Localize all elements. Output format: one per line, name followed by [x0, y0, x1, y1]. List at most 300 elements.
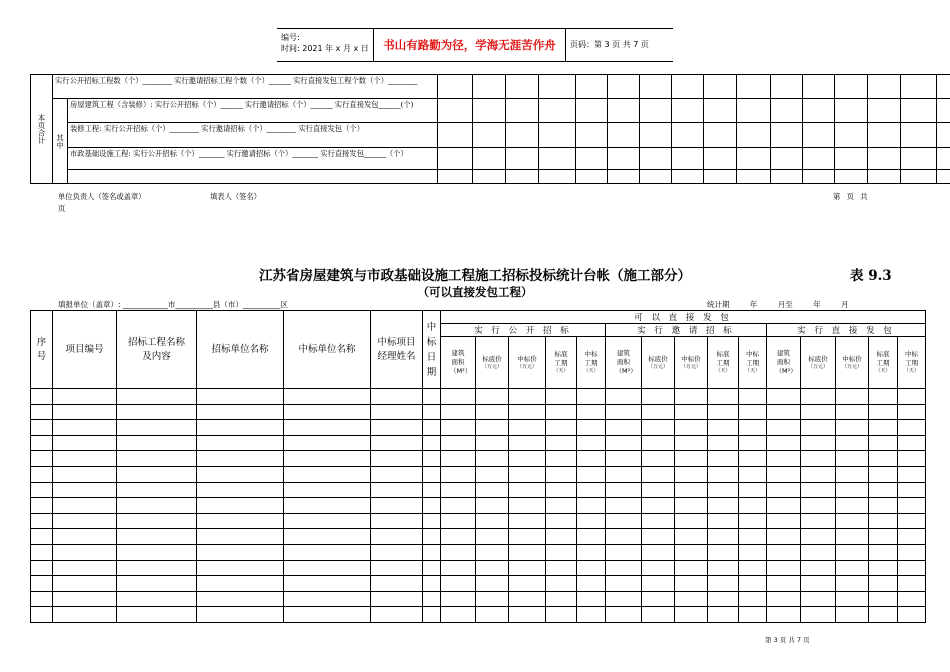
table-cell[interactable]	[284, 389, 371, 405]
table-cell[interactable]	[284, 529, 371, 545]
table-cell[interactable]	[767, 498, 801, 514]
table-cell[interactable]	[117, 544, 197, 560]
table-cell[interactable]	[371, 576, 423, 592]
table-cell[interactable]	[284, 544, 371, 560]
table-cell[interactable]	[117, 451, 197, 467]
table-cell[interactable]	[606, 482, 642, 498]
table-cell[interactable]	[53, 404, 117, 420]
table-cell[interactable]	[577, 529, 606, 545]
table-cell[interactable]	[509, 591, 546, 607]
table-cell[interactable]	[509, 389, 546, 405]
table-cell[interactable]	[509, 544, 546, 560]
table-cell[interactable]	[767, 466, 801, 482]
table-cell[interactable]	[31, 513, 53, 529]
table-cell[interactable]	[423, 466, 441, 482]
table-cell[interactable]	[739, 513, 767, 529]
table-cell[interactable]	[53, 513, 117, 529]
table-cell[interactable]	[476, 404, 509, 420]
table-cell[interactable]	[31, 404, 53, 420]
table-cell[interactable]	[836, 435, 869, 451]
table-cell[interactable]	[869, 576, 898, 592]
table-cell[interactable]	[476, 498, 509, 514]
table-cell[interactable]	[476, 435, 509, 451]
table-cell[interactable]	[423, 420, 441, 436]
table-cell[interactable]	[836, 576, 869, 592]
table-cell[interactable]	[441, 544, 476, 560]
table-cell[interactable]	[371, 529, 423, 545]
table-cell[interactable]	[476, 451, 509, 467]
table-cell[interactable]	[577, 607, 606, 623]
table-cell[interactable]	[836, 466, 869, 482]
table-cell[interactable]	[371, 435, 423, 451]
table-cell[interactable]	[441, 389, 476, 405]
table-cell[interactable]	[284, 498, 371, 514]
table-cell[interactable]	[441, 451, 476, 467]
table-cell[interactable]	[739, 591, 767, 607]
table-cell[interactable]	[675, 529, 708, 545]
table-cell[interactable]	[739, 404, 767, 420]
table-cell[interactable]	[606, 576, 642, 592]
table-cell[interactable]	[197, 529, 284, 545]
table-cell[interactable]	[836, 482, 869, 498]
table-cell[interactable]	[476, 420, 509, 436]
table-cell[interactable]	[767, 560, 801, 576]
table-cell[interactable]	[767, 435, 801, 451]
table-cell[interactable]	[801, 482, 836, 498]
table-cell[interactable]	[642, 576, 675, 592]
table-cell[interactable]	[708, 498, 739, 514]
table-cell[interactable]	[675, 576, 708, 592]
table-cell[interactable]	[476, 576, 509, 592]
table-cell[interactable]	[675, 591, 708, 607]
table-cell[interactable]	[197, 498, 284, 514]
table-cell[interactable]	[801, 529, 836, 545]
table-cell[interactable]	[708, 482, 739, 498]
table-cell[interactable]	[284, 576, 371, 592]
table-cell[interactable]	[801, 435, 836, 451]
table-cell[interactable]	[898, 544, 926, 560]
table-cell[interactable]	[739, 560, 767, 576]
table-cell[interactable]	[284, 607, 371, 623]
table-cell[interactable]	[675, 513, 708, 529]
table-cell[interactable]	[642, 591, 675, 607]
table-cell[interactable]	[642, 451, 675, 467]
table-cell[interactable]	[577, 513, 606, 529]
table-cell[interactable]	[767, 451, 801, 467]
table-cell[interactable]	[423, 560, 441, 576]
table-cell[interactable]	[31, 591, 53, 607]
table-cell[interactable]	[546, 591, 577, 607]
table-cell[interactable]	[546, 544, 577, 560]
table-cell[interactable]	[546, 560, 577, 576]
table-cell[interactable]	[767, 389, 801, 405]
table-cell[interactable]	[836, 420, 869, 436]
table-cell[interactable]	[476, 544, 509, 560]
table-cell[interactable]	[898, 404, 926, 420]
table-cell[interactable]	[31, 607, 53, 623]
table-cell[interactable]	[642, 544, 675, 560]
table-cell[interactable]	[708, 576, 739, 592]
table-cell[interactable]	[31, 544, 53, 560]
table-cell[interactable]	[476, 389, 509, 405]
table-cell[interactable]	[606, 607, 642, 623]
table-cell[interactable]	[898, 513, 926, 529]
table-cell[interactable]	[509, 560, 546, 576]
table-cell[interactable]	[197, 435, 284, 451]
table-cell[interactable]	[739, 482, 767, 498]
table-cell[interactable]	[577, 404, 606, 420]
table-cell[interactable]	[606, 560, 642, 576]
table-cell[interactable]	[476, 607, 509, 623]
table-cell[interactable]	[898, 560, 926, 576]
table-cell[interactable]	[284, 591, 371, 607]
table-cell[interactable]	[441, 513, 476, 529]
table-cell[interactable]	[739, 466, 767, 482]
table-cell[interactable]	[898, 498, 926, 514]
table-cell[interactable]	[898, 466, 926, 482]
table-cell[interactable]	[546, 576, 577, 592]
table-cell[interactable]	[801, 498, 836, 514]
table-cell[interactable]	[31, 576, 53, 592]
table-cell[interactable]	[197, 482, 284, 498]
table-cell[interactable]	[898, 529, 926, 545]
table-cell[interactable]	[577, 435, 606, 451]
table-cell[interactable]	[642, 466, 675, 482]
table-cell[interactable]	[739, 420, 767, 436]
table-cell[interactable]	[801, 576, 836, 592]
table-cell[interactable]	[836, 451, 869, 467]
table-cell[interactable]	[423, 607, 441, 623]
table-cell[interactable]	[546, 529, 577, 545]
table-cell[interactable]	[476, 482, 509, 498]
table-cell[interactable]	[53, 389, 117, 405]
table-cell[interactable]	[739, 529, 767, 545]
table-cell[interactable]	[801, 513, 836, 529]
table-cell[interactable]	[441, 607, 476, 623]
table-cell[interactable]	[31, 482, 53, 498]
table-cell[interactable]	[675, 607, 708, 623]
table-cell[interactable]	[31, 451, 53, 467]
table-cell[interactable]	[767, 576, 801, 592]
table-cell[interactable]	[869, 591, 898, 607]
table-cell[interactable]	[898, 576, 926, 592]
table-cell[interactable]	[197, 451, 284, 467]
table-cell[interactable]	[441, 466, 476, 482]
table-cell[interactable]	[509, 466, 546, 482]
table-cell[interactable]	[836, 591, 869, 607]
table-cell[interactable]	[675, 389, 708, 405]
table-cell[interactable]	[836, 498, 869, 514]
table-cell[interactable]	[606, 513, 642, 529]
table-cell[interactable]	[284, 420, 371, 436]
table-cell[interactable]	[606, 420, 642, 436]
table-cell[interactable]	[441, 404, 476, 420]
table-cell[interactable]	[801, 466, 836, 482]
table-cell[interactable]	[836, 389, 869, 405]
table-cell[interactable]	[423, 451, 441, 467]
table-cell[interactable]	[708, 389, 739, 405]
table-cell[interactable]	[53, 576, 117, 592]
table-cell[interactable]	[869, 607, 898, 623]
table-cell[interactable]	[117, 498, 197, 514]
table-cell[interactable]	[53, 420, 117, 436]
table-cell[interactable]	[509, 420, 546, 436]
table-cell[interactable]	[642, 420, 675, 436]
table-cell[interactable]	[869, 529, 898, 545]
table-cell[interactable]	[675, 482, 708, 498]
table-cell[interactable]	[546, 482, 577, 498]
table-cell[interactable]	[371, 544, 423, 560]
table-cell[interactable]	[767, 420, 801, 436]
table-cell[interactable]	[675, 498, 708, 514]
table-cell[interactable]	[423, 389, 441, 405]
table-cell[interactable]	[423, 482, 441, 498]
table-cell[interactable]	[708, 560, 739, 576]
table-cell[interactable]	[546, 498, 577, 514]
table-cell[interactable]	[767, 529, 801, 545]
table-cell[interactable]	[509, 451, 546, 467]
table-cell[interactable]	[441, 529, 476, 545]
table-cell[interactable]	[739, 576, 767, 592]
table-cell[interactable]	[606, 451, 642, 467]
table-cell[interactable]	[739, 544, 767, 560]
table-cell[interactable]	[509, 435, 546, 451]
table-cell[interactable]	[767, 404, 801, 420]
table-cell[interactable]	[546, 435, 577, 451]
table-cell[interactable]	[869, 513, 898, 529]
table-cell[interactable]	[708, 420, 739, 436]
table-cell[interactable]	[708, 513, 739, 529]
table-cell[interactable]	[53, 591, 117, 607]
table-cell[interactable]	[423, 513, 441, 529]
table-cell[interactable]	[577, 389, 606, 405]
table-cell[interactable]	[708, 607, 739, 623]
table-cell[interactable]	[509, 498, 546, 514]
table-cell[interactable]	[708, 466, 739, 482]
table-cell[interactable]	[898, 389, 926, 405]
table-cell[interactable]	[441, 482, 476, 498]
table-cell[interactable]	[284, 435, 371, 451]
table-cell[interactable]	[675, 560, 708, 576]
table-cell[interactable]	[801, 591, 836, 607]
table-cell[interactable]	[117, 560, 197, 576]
table-cell[interactable]	[546, 466, 577, 482]
table-cell[interactable]	[284, 404, 371, 420]
table-cell[interactable]	[117, 482, 197, 498]
table-cell[interactable]	[642, 404, 675, 420]
table-cell[interactable]	[801, 451, 836, 467]
table-cell[interactable]	[708, 404, 739, 420]
table-cell[interactable]	[577, 560, 606, 576]
table-cell[interactable]	[836, 560, 869, 576]
table-cell[interactable]	[53, 560, 117, 576]
table-cell[interactable]	[642, 498, 675, 514]
table-cell[interactable]	[577, 498, 606, 514]
table-cell[interactable]	[708, 591, 739, 607]
table-cell[interactable]	[546, 404, 577, 420]
table-cell[interactable]	[197, 389, 284, 405]
table-cell[interactable]	[117, 466, 197, 482]
table-cell[interactable]	[546, 513, 577, 529]
table-cell[interactable]	[31, 466, 53, 482]
table-cell[interactable]	[546, 389, 577, 405]
table-cell[interactable]	[441, 435, 476, 451]
table-cell[interactable]	[739, 389, 767, 405]
table-cell[interactable]	[53, 435, 117, 451]
table-cell[interactable]	[284, 466, 371, 482]
table-cell[interactable]	[117, 529, 197, 545]
table-cell[interactable]	[476, 591, 509, 607]
table-cell[interactable]	[197, 513, 284, 529]
table-cell[interactable]	[31, 389, 53, 405]
table-cell[interactable]	[869, 389, 898, 405]
table-cell[interactable]	[801, 420, 836, 436]
table-cell[interactable]	[642, 607, 675, 623]
table-cell[interactable]	[441, 560, 476, 576]
table-cell[interactable]	[117, 420, 197, 436]
table-cell[interactable]	[739, 435, 767, 451]
table-cell[interactable]	[31, 560, 53, 576]
table-cell[interactable]	[869, 544, 898, 560]
table-cell[interactable]	[708, 451, 739, 467]
table-cell[interactable]	[606, 466, 642, 482]
table-cell[interactable]	[869, 498, 898, 514]
table-cell[interactable]	[423, 576, 441, 592]
table-cell[interactable]	[117, 607, 197, 623]
table-cell[interactable]	[117, 513, 197, 529]
table-cell[interactable]	[371, 591, 423, 607]
table-cell[interactable]	[476, 529, 509, 545]
table-cell[interactable]	[767, 482, 801, 498]
table-cell[interactable]	[197, 607, 284, 623]
table-cell[interactable]	[117, 435, 197, 451]
table-cell[interactable]	[869, 420, 898, 436]
table-cell[interactable]	[869, 482, 898, 498]
table-cell[interactable]	[577, 591, 606, 607]
table-cell[interactable]	[898, 420, 926, 436]
table-cell[interactable]	[836, 404, 869, 420]
table-cell[interactable]	[284, 451, 371, 467]
table-cell[interactable]	[577, 451, 606, 467]
table-cell[interactable]	[898, 435, 926, 451]
table-cell[interactable]	[284, 482, 371, 498]
table-cell[interactable]	[898, 451, 926, 467]
table-cell[interactable]	[767, 544, 801, 560]
table-cell[interactable]	[31, 498, 53, 514]
table-cell[interactable]	[767, 607, 801, 623]
table-cell[interactable]	[197, 591, 284, 607]
table-cell[interactable]	[197, 560, 284, 576]
table-cell[interactable]	[898, 591, 926, 607]
table-cell[interactable]	[53, 529, 117, 545]
table-cell[interactable]	[836, 607, 869, 623]
table-cell[interactable]	[675, 420, 708, 436]
table-cell[interactable]	[509, 513, 546, 529]
table-cell[interactable]	[869, 435, 898, 451]
table-cell[interactable]	[675, 435, 708, 451]
table-cell[interactable]	[836, 513, 869, 529]
table-cell[interactable]	[606, 435, 642, 451]
table-cell[interactable]	[606, 389, 642, 405]
table-cell[interactable]	[898, 607, 926, 623]
table-cell[interactable]	[801, 607, 836, 623]
table-cell[interactable]	[371, 498, 423, 514]
table-cell[interactable]	[441, 498, 476, 514]
table-cell[interactable]	[423, 498, 441, 514]
table-cell[interactable]	[577, 482, 606, 498]
table-cell[interactable]	[53, 544, 117, 560]
table-cell[interactable]	[53, 482, 117, 498]
table-cell[interactable]	[31, 435, 53, 451]
table-cell[interactable]	[117, 591, 197, 607]
table-cell[interactable]	[509, 404, 546, 420]
table-cell[interactable]	[801, 404, 836, 420]
table-cell[interactable]	[476, 466, 509, 482]
table-cell[interactable]	[423, 529, 441, 545]
table-cell[interactable]	[642, 529, 675, 545]
table-cell[interactable]	[606, 498, 642, 514]
table-cell[interactable]	[708, 435, 739, 451]
table-cell[interactable]	[197, 576, 284, 592]
table-cell[interactable]	[197, 544, 284, 560]
table-cell[interactable]	[197, 466, 284, 482]
table-cell[interactable]	[371, 513, 423, 529]
table-cell[interactable]	[31, 529, 53, 545]
table-cell[interactable]	[284, 560, 371, 576]
table-cell[interactable]	[117, 576, 197, 592]
table-cell[interactable]	[371, 607, 423, 623]
table-cell[interactable]	[441, 420, 476, 436]
table-cell[interactable]	[53, 451, 117, 467]
table-cell[interactable]	[606, 591, 642, 607]
table-cell[interactable]	[767, 513, 801, 529]
table-cell[interactable]	[441, 591, 476, 607]
table-cell[interactable]	[423, 404, 441, 420]
table-cell[interactable]	[642, 435, 675, 451]
table-cell[interactable]	[869, 451, 898, 467]
table-cell[interactable]	[476, 560, 509, 576]
table-cell[interactable]	[509, 529, 546, 545]
table-cell[interactable]	[642, 482, 675, 498]
table-cell[interactable]	[371, 466, 423, 482]
table-cell[interactable]	[423, 544, 441, 560]
table-cell[interactable]	[371, 420, 423, 436]
table-cell[interactable]	[767, 591, 801, 607]
table-cell[interactable]	[675, 451, 708, 467]
table-cell[interactable]	[708, 544, 739, 560]
table-cell[interactable]	[801, 389, 836, 405]
table-cell[interactable]	[577, 544, 606, 560]
table-cell[interactable]	[642, 560, 675, 576]
table-cell[interactable]	[117, 389, 197, 405]
table-cell[interactable]	[675, 404, 708, 420]
table-cell[interactable]	[606, 529, 642, 545]
table-cell[interactable]	[117, 404, 197, 420]
table-cell[interactable]	[509, 607, 546, 623]
table-cell[interactable]	[371, 451, 423, 467]
table-cell[interactable]	[675, 466, 708, 482]
table-cell[interactable]	[898, 482, 926, 498]
table-cell[interactable]	[801, 560, 836, 576]
table-cell[interactable]	[441, 576, 476, 592]
table-cell[interactable]	[546, 451, 577, 467]
table-cell[interactable]	[739, 607, 767, 623]
table-cell[interactable]	[642, 389, 675, 405]
table-cell[interactable]	[577, 466, 606, 482]
table-cell[interactable]	[371, 404, 423, 420]
table-cell[interactable]	[642, 513, 675, 529]
table-cell[interactable]	[509, 576, 546, 592]
